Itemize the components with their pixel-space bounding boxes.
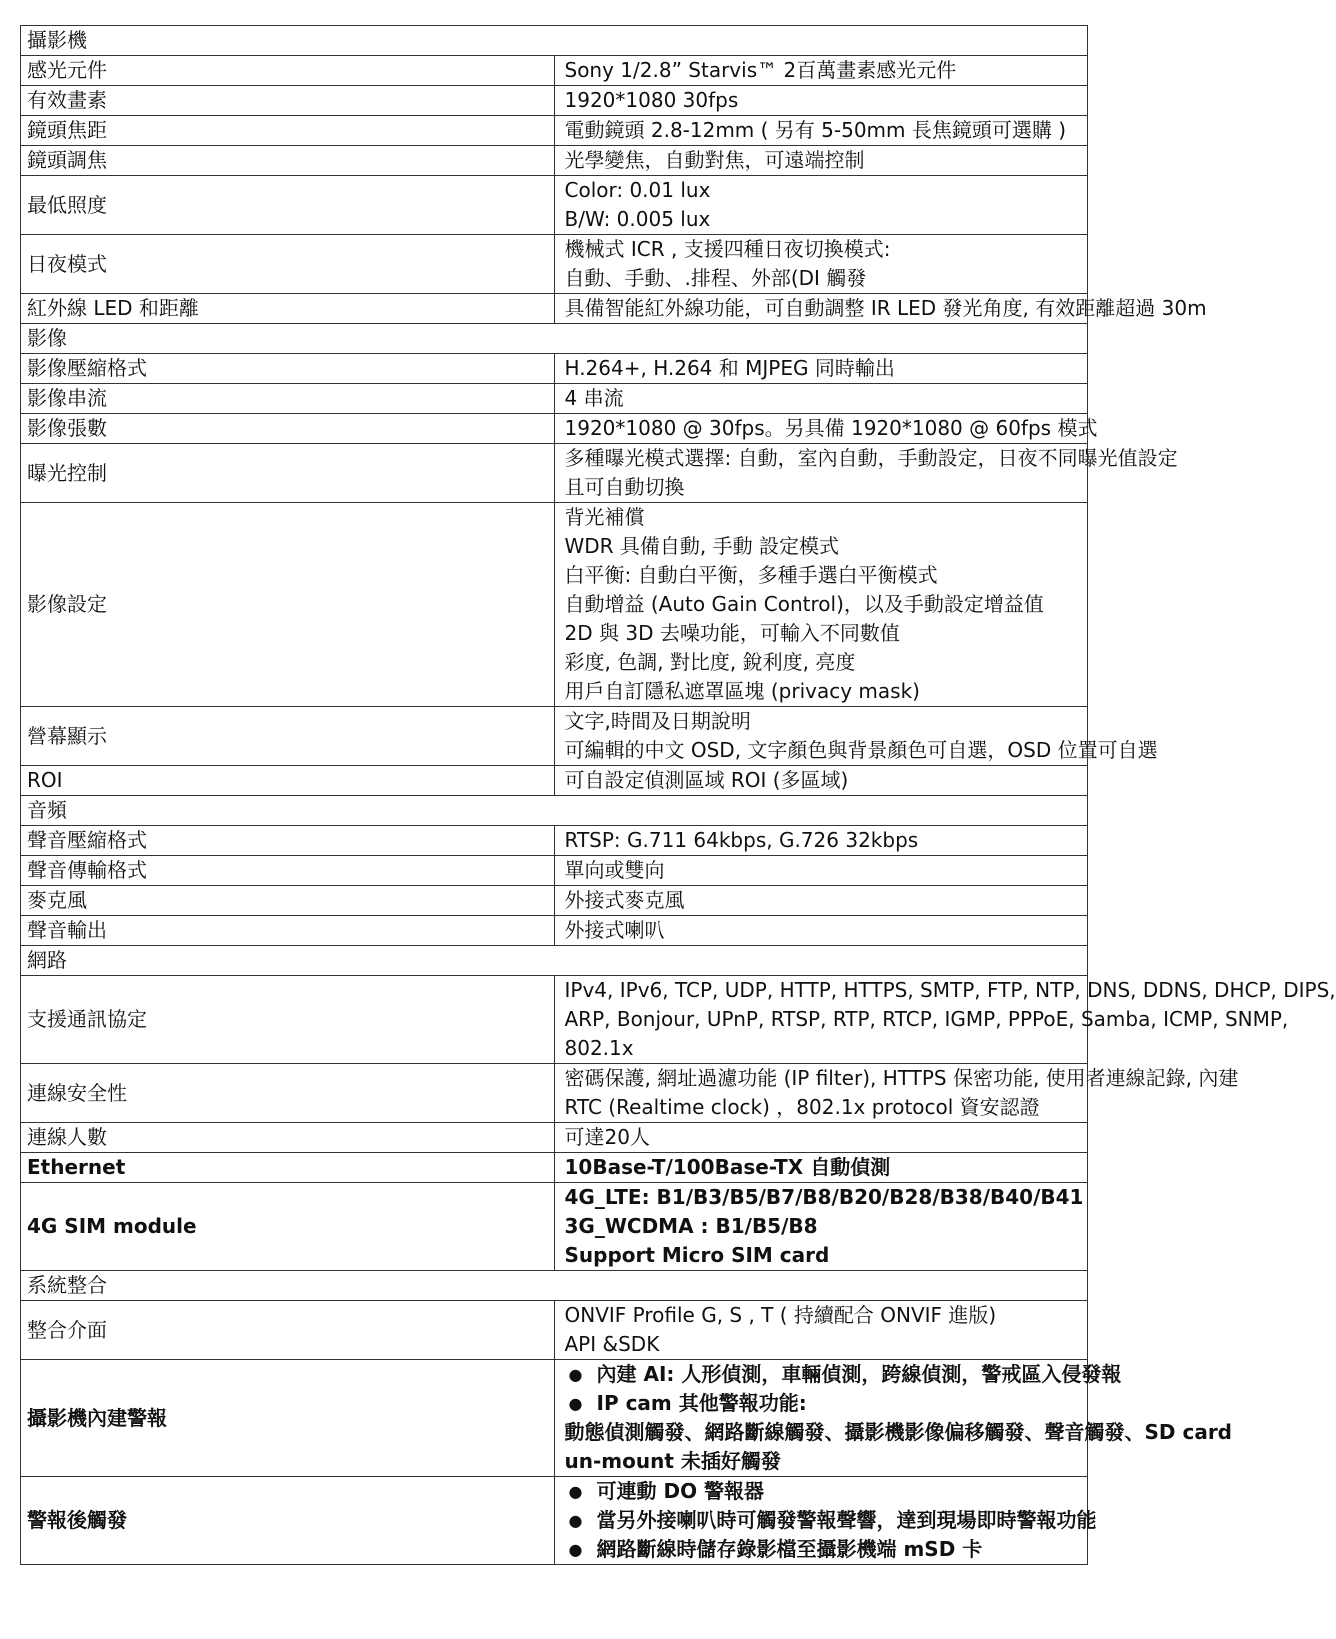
spec-value bbox=[554, 826, 1088, 856]
spec-value bbox=[554, 384, 1088, 414]
spec-row bbox=[21, 116, 1088, 146]
spec-row bbox=[21, 1183, 1088, 1271]
spec-value-line: 外接式麥克風 bbox=[564, 888, 685, 912]
bullet-item: ● IP cam 其他警報功能: bbox=[565, 1389, 1084, 1418]
spec-label: 日夜模式 bbox=[21, 235, 555, 294]
spec-value-line: Sony 1/2.8” Starvis™ 2百萬畫素感光元件 bbox=[564, 58, 957, 82]
spec-label: 影像壓縮格式 bbox=[21, 354, 555, 384]
spec-value bbox=[554, 1064, 1239, 1123]
spec-value-line: 多種曝光模式選擇: 自動，室內自動，手動設定，日夜不同曝光值設定 bbox=[564, 446, 1178, 470]
spec-row bbox=[21, 856, 1088, 886]
spec-label: 最低照度 bbox=[21, 176, 555, 235]
spec-label: 連線安全性 bbox=[21, 1064, 555, 1123]
spec-value-line: 4 串流 bbox=[564, 386, 624, 410]
spec-label: 攝影機內建警報 bbox=[21, 1360, 555, 1477]
spec-value-line: 動態偵測觸發、網路斷線觸發、攝影機影像偏移觸發、聲音觸發、SD card bbox=[564, 1420, 1232, 1444]
spec-value bbox=[554, 235, 1088, 294]
spec-value bbox=[554, 1123, 1088, 1153]
spec-row bbox=[21, 886, 1088, 916]
spec-value-line: RTSP: G.711 64kbps, G.726 32kbps bbox=[564, 828, 919, 852]
spec-label: ROI bbox=[21, 766, 555, 796]
bullet-item: ● 當另外接喇叭時可觸發警報聲響，達到現場即時警報功能 bbox=[565, 1506, 1084, 1535]
spec-row bbox=[21, 1301, 1088, 1360]
spec-row bbox=[21, 1477, 1088, 1565]
spec-value-line: 自動、手動、.排程、外部(DI 觸發 bbox=[564, 266, 867, 290]
spec-value-line: un-mount 未插好觸發 bbox=[564, 1449, 781, 1473]
spec-row bbox=[21, 414, 1088, 444]
spec-label: 曝光控制 bbox=[21, 444, 555, 503]
spec-value bbox=[554, 414, 1098, 444]
spec-label: 影像張數 bbox=[21, 414, 555, 444]
spec-row bbox=[21, 146, 1088, 176]
spec-value bbox=[554, 766, 1088, 796]
spec-label: 警報後觸發 bbox=[21, 1477, 555, 1565]
spec-value bbox=[554, 856, 1088, 886]
spec-value bbox=[554, 86, 1088, 116]
spec-value-line: ONVIF Profile G, S , T ( 持續配合 ONVIF 進版) bbox=[564, 1303, 997, 1327]
section-header-row bbox=[21, 324, 1088, 354]
spec-value-line: H.264+, H.264 和 MJPEG 同時輸出 bbox=[564, 356, 895, 380]
spec-row bbox=[21, 294, 1088, 324]
spec-value-line: 彩度, 色調, 對比度, 銳利度, 亮度 bbox=[564, 650, 856, 674]
bullet-item: ● 可連動 DO 警報器 bbox=[565, 1477, 1084, 1506]
spec-row bbox=[21, 235, 1088, 294]
spec-value bbox=[554, 176, 1088, 235]
spec-row bbox=[21, 916, 1088, 946]
spec-row bbox=[21, 1360, 1088, 1477]
spec-row bbox=[21, 176, 1088, 235]
spec-row bbox=[21, 1064, 1088, 1123]
spec-value-line: 用戶自訂隱私遮罩區塊 (privacy mask) bbox=[564, 679, 920, 703]
spec-row bbox=[21, 384, 1088, 414]
spec-value bbox=[554, 976, 1336, 1064]
spec-row bbox=[21, 444, 1088, 503]
spec-value bbox=[554, 707, 1158, 766]
spec-value-line: 1920*1080 @ 30fps。另具備 1920*1080 @ 60fps 模式 bbox=[564, 416, 1098, 440]
spec-value-line: 3G_WCDMA : B1/B5/B8 bbox=[564, 1214, 818, 1238]
spec-value-line: IPv4, IPv6, TCP, UDP, HTTP, HTTPS, SMTP, FTP, NTP, DNS, DDNS, DHCP, DIPS, bbox=[564, 978, 1336, 1002]
spec-row bbox=[21, 707, 1088, 766]
spec-row bbox=[21, 86, 1088, 116]
section-title: 影像 bbox=[21, 324, 1088, 354]
spec-label: 聲音輸出 bbox=[21, 916, 555, 946]
spec-value bbox=[554, 56, 1088, 86]
spec-value-line: 單向或雙向 bbox=[564, 858, 665, 882]
spec-value-line: 可編輯的中文 OSD, 文字顏色與背景顏色可自選，OSD 位置可自選 bbox=[564, 738, 1158, 762]
spec-value bbox=[554, 1183, 1088, 1271]
spec-value-line: B/W: 0.005 lux bbox=[564, 207, 711, 231]
spec-value bbox=[554, 1477, 1097, 1565]
spec-value-line: 802.1x bbox=[564, 1036, 634, 1060]
section-header-row bbox=[21, 946, 1088, 976]
spec-value bbox=[554, 886, 1088, 916]
spec-value-line: WDR 具備自動, 手動 設定模式 bbox=[564, 534, 840, 558]
spec-row bbox=[21, 503, 1088, 707]
spec-value bbox=[554, 503, 1088, 707]
spec-table-body bbox=[21, 26, 1336, 1565]
spec-value-line: 機械式 ICR , 支援四種日夜切換模式: bbox=[564, 237, 891, 261]
spec-label: 聲音傳輸格式 bbox=[21, 856, 555, 886]
section-header-row bbox=[21, 796, 1088, 826]
spec-label: 感光元件 bbox=[21, 56, 555, 86]
spec-value-line: 2D 與 3D 去噪功能，可輸入不同數值 bbox=[564, 621, 900, 645]
spec-row bbox=[21, 1123, 1088, 1153]
spec-label: 紅外線 LED 和距離 bbox=[21, 294, 555, 324]
spec-value-line: 10Base-T/100Base-TX 自動偵測 bbox=[564, 1155, 891, 1179]
spec-label: 營幕顯示 bbox=[21, 707, 555, 766]
spec-value-line: RTC (Realtime clock) ，802.1x protocol 資安認證 bbox=[564, 1095, 1040, 1119]
spec-value-line: 光學變焦，自動對焦，可遠端控制 bbox=[564, 148, 865, 172]
bullet-item: ● 網路斷線時儲存錄影檔至攝影機端 mSD 卡 bbox=[565, 1535, 1084, 1564]
spec-row bbox=[21, 354, 1088, 384]
section-title: 攝影機 bbox=[21, 26, 1088, 56]
spec-table bbox=[20, 25, 1336, 1565]
section-title: 音頻 bbox=[21, 796, 1088, 826]
section-title: 系統整合 bbox=[21, 1271, 1088, 1301]
spec-value bbox=[554, 1301, 1088, 1360]
spec-label: 影像串流 bbox=[21, 384, 555, 414]
spec-value-line: 可達20人 bbox=[564, 1125, 650, 1149]
spec-row bbox=[21, 976, 1088, 1064]
spec-value-line: 電動鏡頭 2.8-12mm ( 另有 5-50mm 長焦鏡頭可選購 ) bbox=[564, 118, 1067, 142]
spec-value-line: ARP, Bonjour, UPnP, RTSP, RTP, RTCP, IGMP, PPPoE, Samba, ICMP, SNMP, bbox=[564, 1007, 1289, 1031]
spec-label: 影像設定 bbox=[21, 503, 555, 707]
spec-label: 支援通訊協定 bbox=[21, 976, 555, 1064]
spec-row bbox=[21, 56, 1088, 86]
spec-value-line: API &SDK bbox=[564, 1332, 660, 1356]
spec-value-line: 具備智能紅外線功能，可自動調整 IR LED 發光角度, 有效距離超過 30m bbox=[564, 296, 1207, 320]
spec-value bbox=[554, 146, 1088, 176]
spec-value bbox=[554, 916, 1088, 946]
spec-value-line: 自動增益 (Auto Gain Control)，以及手動設定增益值 bbox=[564, 592, 1044, 616]
spec-value-line: 背光補償 bbox=[564, 505, 645, 529]
spec-value bbox=[554, 116, 1088, 146]
spec-label: Ethernet bbox=[21, 1153, 555, 1183]
spec-row bbox=[21, 826, 1088, 856]
spec-value bbox=[554, 1360, 1232, 1477]
spec-value-line: 白平衡: 自動白平衡，多種手選白平衡模式 bbox=[564, 563, 938, 587]
spec-value bbox=[554, 1153, 1088, 1183]
spec-value-line: 且可自動切換 bbox=[564, 475, 685, 499]
spec-label: 整合介面 bbox=[21, 1301, 555, 1360]
spec-value-line: Color: 0.01 lux bbox=[564, 178, 711, 202]
spec-value bbox=[554, 294, 1207, 324]
spec-label: 鏡頭調焦 bbox=[21, 146, 555, 176]
spec-value-line: 密碼保護, 網址過濾功能 (IP filter), HTTPS 保密功能, 使用者連線記錄, 內建 bbox=[564, 1066, 1239, 1090]
section-header-row bbox=[21, 1271, 1088, 1301]
spec-label: 4G SIM module bbox=[21, 1183, 555, 1271]
spec-label: 有效畫素 bbox=[21, 86, 555, 116]
bullet-item: ● 內建 AI: 人形偵測，車輛偵測，跨線偵測，警戒區入侵發報 bbox=[565, 1360, 1084, 1389]
spec-value-line: Support Micro SIM card bbox=[564, 1243, 830, 1267]
spec-row bbox=[21, 1153, 1088, 1183]
spec-row bbox=[21, 766, 1088, 796]
spec-label: 鏡頭焦距 bbox=[21, 116, 555, 146]
spec-value bbox=[554, 354, 1088, 384]
spec-value-line: 可自設定偵測區域 ROI (多區域) bbox=[564, 768, 849, 792]
spec-label: 連線人數 bbox=[21, 1123, 555, 1153]
spec-value bbox=[554, 444, 1178, 503]
section-title: 網路 bbox=[21, 946, 1088, 976]
spec-label: 聲音壓縮格式 bbox=[21, 826, 555, 856]
spec-label: 麥克風 bbox=[21, 886, 555, 916]
spec-value-line: 1920*1080 30fps bbox=[564, 88, 739, 112]
spec-value-line: 4G_LTE: B1/B3/B5/B7/B8/B20/B28/B38/B40/B41 bbox=[564, 1185, 1084, 1209]
spec-value-line: 外接式喇叭 bbox=[564, 918, 665, 942]
spec-value-line: 文字,時間及日期說明 bbox=[564, 709, 751, 733]
section-header-row bbox=[21, 26, 1088, 56]
